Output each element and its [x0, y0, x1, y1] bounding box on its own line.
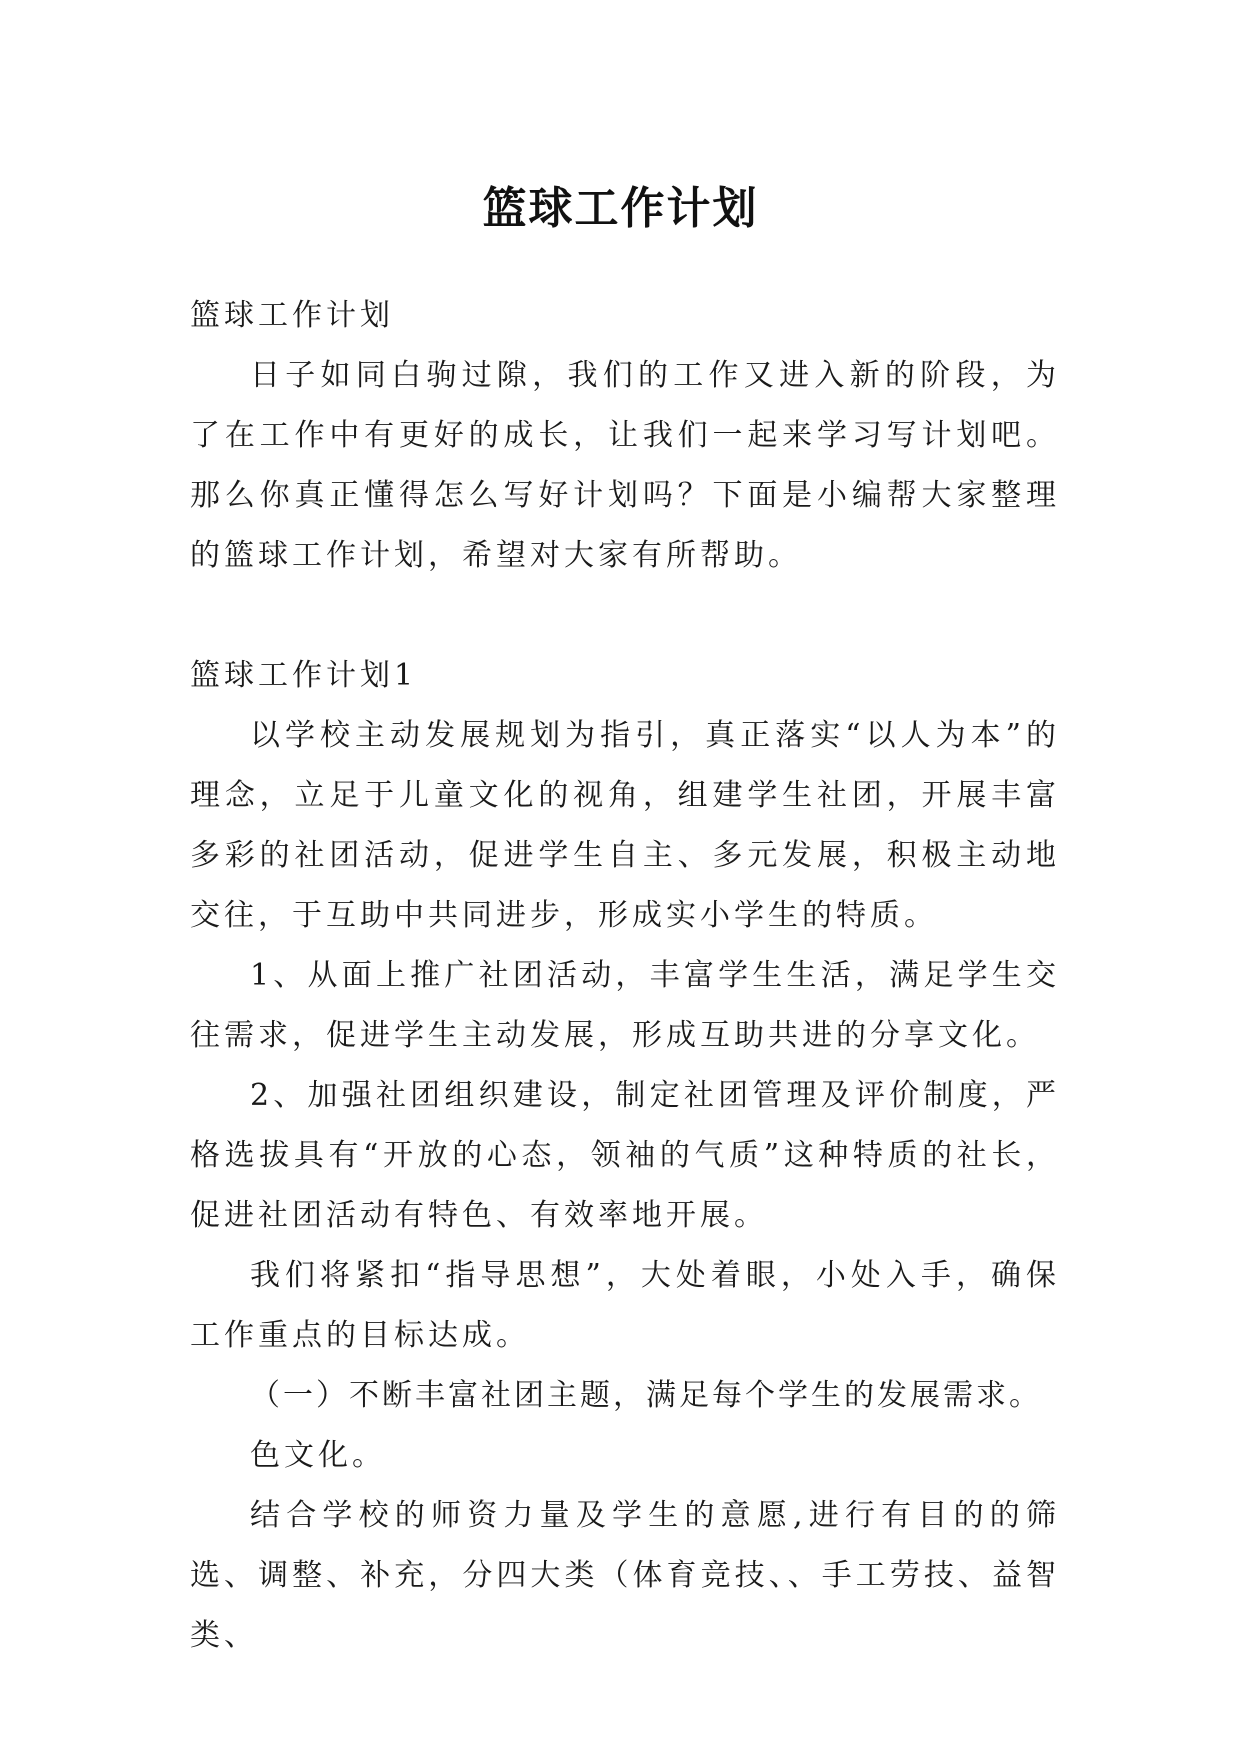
body-paragraph: 1、从面上推广社团活动，丰富学生生活，满足学生交往需求，促进学生主动发展，形成互助共进的分享文化。 [190, 958, 1060, 1053]
body-paragraph: 结合学校的师资力量及学生的意愿,进行有目的的筛选、调整、补充，分四大类（体育竞技、、手工劳技、益智类、 [190, 1498, 1060, 1653]
body-paragraph: 以学校主动发展规划为指引，真正落实“以人为本”的理念，立足于儿童文化的视角，组建学生社团，开展丰富多彩的社团活动，促进学生自主、多元发展，积极主动地交往，于互助中共同进步，形成实小学生的特质。 [190, 718, 1060, 933]
section-heading: 篮球工作计划1 [190, 658, 418, 693]
body-paragraph: 2、加强社团组织建设，制定社团管理及评价制度，严格选拔具有“开放的心态，领袖的气质”这种特质的社长，促进社团活动有特色、有效率地开展。 [190, 1078, 1060, 1233]
section-heading: 篮球工作计划 [190, 298, 394, 333]
body-paragraph: 色文化。 [250, 1438, 386, 1473]
paragraph-gap [190, 586, 1060, 646]
body-paragraph: 我们将紧扣“指导思想”，大处着眼，小处入手，确保工作重点的目标达成。 [190, 1258, 1060, 1353]
document-body [190, 286, 1060, 1666]
body-paragraph: （一）不断丰富社团主题，满足每个学生的发展需求。 [250, 1378, 1042, 1413]
intro-paragraph: 日子如同白驹过隙，我们的工作又进入新的阶段，为了在工作中有更好的成长，让我们一起来学习写计划吧。那么你真正懂得怎么写好计划吗？下面是小编帮大家整理的篮球工作计划，希望对大家有所帮助。 [190, 358, 1060, 573]
document-title: 篮球工作计划 [482, 183, 759, 235]
